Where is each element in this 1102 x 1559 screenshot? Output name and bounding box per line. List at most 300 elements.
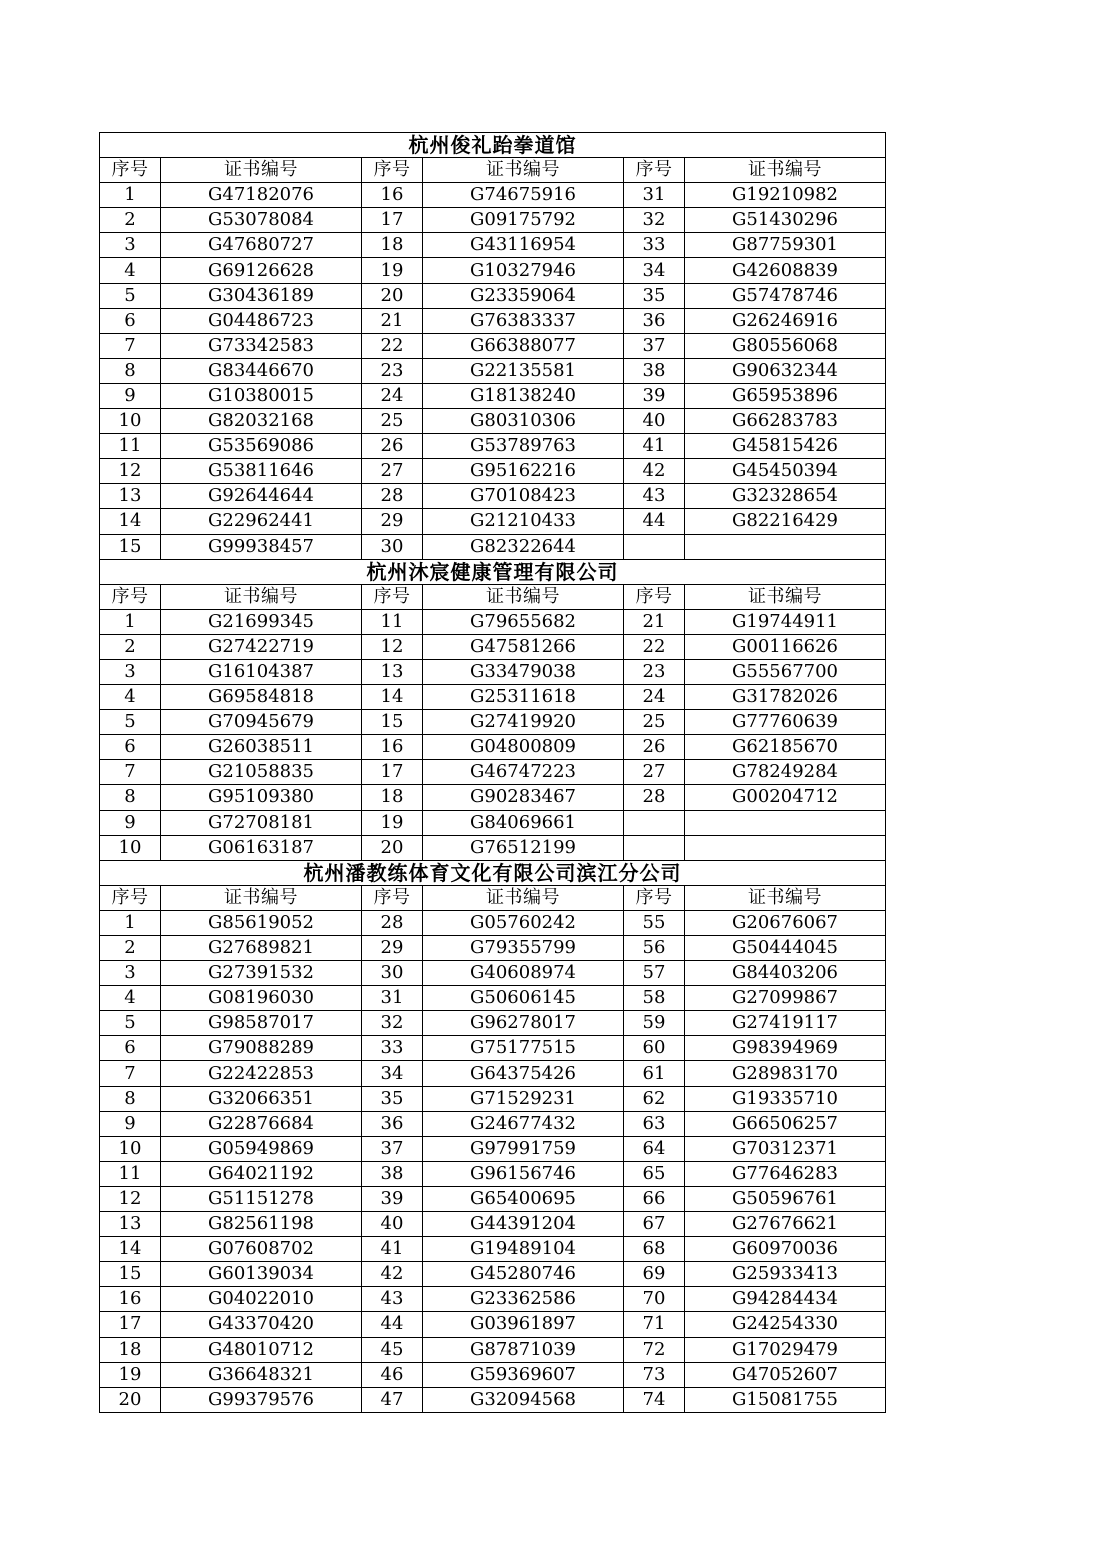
- seq-cell: 28: [624, 785, 685, 810]
- seq-cell: 73: [624, 1362, 685, 1387]
- seq-cell: 9: [100, 383, 161, 408]
- table-row: [100, 183, 886, 208]
- seq-cell: 19: [362, 810, 423, 835]
- cert-cell: G33479038: [423, 659, 624, 684]
- cert-cell: G00116626: [685, 634, 886, 659]
- cert-cell: G82032168: [161, 409, 362, 434]
- seq-cell: 43: [362, 1287, 423, 1312]
- cert-cell: G71529231: [423, 1086, 624, 1111]
- seq-cell: 55: [624, 910, 685, 935]
- section-title: 杭州潘教练体育文化有限公司滨江分公司: [100, 860, 886, 885]
- table-row: [100, 1387, 886, 1412]
- seq-cell: 32: [624, 208, 685, 233]
- table-row: [100, 785, 886, 810]
- seq-cell: 64: [624, 1136, 685, 1161]
- cert-cell: G24677432: [423, 1111, 624, 1136]
- cert-cell: G51151278: [161, 1186, 362, 1211]
- header-row: [100, 158, 886, 183]
- cert-cell: G26038511: [161, 735, 362, 760]
- cert-cell: G25311618: [423, 685, 624, 710]
- seq-cell: 1: [100, 910, 161, 935]
- table-row: [100, 810, 886, 835]
- cert-cell: G60139034: [161, 1262, 362, 1287]
- cert-cell: G27099867: [685, 986, 886, 1011]
- seq-cell: 40: [362, 1212, 423, 1237]
- seq-cell: 8: [100, 785, 161, 810]
- seq-cell: 2: [100, 208, 161, 233]
- cert-cell: G28983170: [685, 1061, 886, 1086]
- cert-cell: G30436189: [161, 283, 362, 308]
- seq-cell: 10: [100, 409, 161, 434]
- seq-cell: 2: [100, 936, 161, 961]
- seq-cell: 69: [624, 1262, 685, 1287]
- cert-cell: G97991759: [423, 1136, 624, 1161]
- header-cert: 证书编号: [685, 158, 886, 183]
- seq-cell: 40: [624, 409, 685, 434]
- cert-cell: G64375426: [423, 1061, 624, 1086]
- cert-cell: G65953896: [685, 383, 886, 408]
- seq-cell: [624, 835, 685, 860]
- cert-cell: G20676067: [685, 910, 886, 935]
- cert-cell: G32328654: [685, 484, 886, 509]
- table-row: [100, 509, 886, 534]
- seq-cell: 30: [362, 961, 423, 986]
- cert-cell: G70312371: [685, 1136, 886, 1161]
- seq-cell: 41: [624, 434, 685, 459]
- seq-cell: 6: [100, 1036, 161, 1061]
- section-title: 杭州俊礼跆拳道馆: [100, 133, 886, 158]
- seq-cell: 17: [362, 760, 423, 785]
- cert-cell: G44391204: [423, 1212, 624, 1237]
- seq-cell: 15: [362, 710, 423, 735]
- seq-cell: 16: [362, 183, 423, 208]
- cert-cell: G22135581: [423, 358, 624, 383]
- seq-cell: 3: [100, 659, 161, 684]
- cert-cell: G17029479: [685, 1337, 886, 1362]
- cert-cell: G83446670: [161, 358, 362, 383]
- cert-cell: G53811646: [161, 459, 362, 484]
- seq-cell: 22: [624, 634, 685, 659]
- seq-cell: 11: [100, 1161, 161, 1186]
- cert-cell: G50596761: [685, 1186, 886, 1211]
- cert-cell: G87871039: [423, 1337, 624, 1362]
- cert-cell: G15081755: [685, 1387, 886, 1412]
- seq-cell: 28: [362, 910, 423, 935]
- cert-cell: G75177515: [423, 1036, 624, 1061]
- table-row: [100, 258, 886, 283]
- header-cert: 证书编号: [685, 584, 886, 609]
- seq-cell: 2: [100, 634, 161, 659]
- section-title-row: [100, 860, 886, 885]
- cert-cell: G25933413: [685, 1262, 886, 1287]
- cert-cell: G45815426: [685, 434, 886, 459]
- table-row: [100, 710, 886, 735]
- cert-cell: G03961897: [423, 1312, 624, 1337]
- header-cert: 证书编号: [685, 885, 886, 910]
- cert-cell: G19335710: [685, 1086, 886, 1111]
- cert-cell: G26246916: [685, 308, 886, 333]
- cert-cell: G80310306: [423, 409, 624, 434]
- cert-cell: G87759301: [685, 233, 886, 258]
- seq-cell: 16: [100, 1287, 161, 1312]
- table-row: [100, 1337, 886, 1362]
- seq-cell: 1: [100, 609, 161, 634]
- cert-cell: G66283783: [685, 409, 886, 434]
- seq-cell: 71: [624, 1312, 685, 1337]
- seq-cell: 60: [624, 1036, 685, 1061]
- seq-cell: 38: [624, 358, 685, 383]
- cert-cell: G66388077: [423, 333, 624, 358]
- seq-cell: 4: [100, 685, 161, 710]
- seq-cell: 35: [362, 1086, 423, 1111]
- table-row: [100, 233, 886, 258]
- seq-cell: 16: [362, 735, 423, 760]
- table-row: [100, 1362, 886, 1387]
- cert-cell: G47052607: [685, 1362, 886, 1387]
- cert-cell: G73342583: [161, 333, 362, 358]
- cert-cell: G22876684: [161, 1111, 362, 1136]
- cert-cell: G27689821: [161, 936, 362, 961]
- cert-cell: [685, 810, 886, 835]
- table-row: [100, 961, 886, 986]
- seq-cell: 10: [100, 1136, 161, 1161]
- seq-cell: 31: [624, 183, 685, 208]
- cert-cell: G42608839: [685, 258, 886, 283]
- seq-cell: 26: [362, 434, 423, 459]
- cert-cell: G79355799: [423, 936, 624, 961]
- table-row: [100, 308, 886, 333]
- certificate-table: [99, 132, 886, 1413]
- seq-cell: 26: [624, 735, 685, 760]
- header-row: [100, 885, 886, 910]
- seq-cell: 42: [362, 1262, 423, 1287]
- cert-cell: G48010712: [161, 1337, 362, 1362]
- seq-cell: 19: [362, 258, 423, 283]
- seq-cell: 30: [362, 534, 423, 559]
- header-cert: 证书编号: [161, 158, 362, 183]
- cert-cell: G84403206: [685, 961, 886, 986]
- cert-cell: G53078084: [161, 208, 362, 233]
- seq-cell: 21: [624, 609, 685, 634]
- table-row: [100, 459, 886, 484]
- seq-cell: 39: [362, 1186, 423, 1211]
- cert-cell: G53569086: [161, 434, 362, 459]
- cert-cell: G21210433: [423, 509, 624, 534]
- cert-cell: G47680727: [161, 233, 362, 258]
- seq-cell: 23: [362, 358, 423, 383]
- seq-cell: 57: [624, 961, 685, 986]
- seq-cell: 18: [362, 233, 423, 258]
- seq-cell: 4: [100, 986, 161, 1011]
- header-cert: 证书编号: [161, 584, 362, 609]
- cert-cell: G24254330: [685, 1312, 886, 1337]
- cert-cell: G21699345: [161, 609, 362, 634]
- seq-cell: 5: [100, 283, 161, 308]
- seq-cell: 38: [362, 1161, 423, 1186]
- seq-cell: 24: [624, 685, 685, 710]
- cert-cell: G46747223: [423, 760, 624, 785]
- seq-cell: 41: [362, 1237, 423, 1262]
- table-row: [100, 1186, 886, 1211]
- cert-cell: G96278017: [423, 1011, 624, 1036]
- cert-cell: G82216429: [685, 509, 886, 534]
- seq-cell: 20: [362, 835, 423, 860]
- table-row: [100, 735, 886, 760]
- seq-cell: 31: [362, 986, 423, 1011]
- seq-cell: 1: [100, 183, 161, 208]
- seq-cell: 42: [624, 459, 685, 484]
- cert-cell: G69584818: [161, 685, 362, 710]
- header-seq: 序号: [100, 885, 161, 910]
- table-row: [100, 484, 886, 509]
- header-cert: 证书编号: [423, 584, 624, 609]
- seq-cell: 43: [624, 484, 685, 509]
- seq-cell: 9: [100, 1111, 161, 1136]
- cert-cell: G59369607: [423, 1362, 624, 1387]
- seq-cell: 21: [362, 308, 423, 333]
- cert-cell: G45280746: [423, 1262, 624, 1287]
- table-row: [100, 534, 886, 559]
- cert-cell: G22962441: [161, 509, 362, 534]
- cert-cell: G95162216: [423, 459, 624, 484]
- seq-cell: 44: [624, 509, 685, 534]
- seq-cell: 44: [362, 1312, 423, 1337]
- seq-cell: 47: [362, 1387, 423, 1412]
- cert-cell: G27419117: [685, 1011, 886, 1036]
- seq-cell: 12: [100, 459, 161, 484]
- cert-cell: G10327946: [423, 258, 624, 283]
- table-row: [100, 409, 886, 434]
- seq-cell: 3: [100, 961, 161, 986]
- seq-cell: 27: [362, 459, 423, 484]
- section-title-row: [100, 559, 886, 584]
- seq-cell: 18: [362, 785, 423, 810]
- cert-cell: G57478746: [685, 283, 886, 308]
- table-row: [100, 1086, 886, 1111]
- header-seq: 序号: [362, 584, 423, 609]
- seq-cell: 15: [100, 534, 161, 559]
- seq-cell: 8: [100, 358, 161, 383]
- cert-cell: G51430296: [685, 208, 886, 233]
- cert-cell: G78249284: [685, 760, 886, 785]
- cert-cell: G77760639: [685, 710, 886, 735]
- table-row: [100, 333, 886, 358]
- table-row: [100, 936, 886, 961]
- seq-cell: 34: [624, 258, 685, 283]
- seq-cell: 24: [362, 383, 423, 408]
- cert-cell: G72708181: [161, 810, 362, 835]
- seq-cell: 45: [362, 1337, 423, 1362]
- cert-cell: G84069661: [423, 810, 624, 835]
- seq-cell: 17: [362, 208, 423, 233]
- seq-cell: 17: [100, 1312, 161, 1337]
- cert-cell: G00204712: [685, 785, 886, 810]
- cert-cell: G76383337: [423, 308, 624, 333]
- cert-cell: G05949869: [161, 1136, 362, 1161]
- cert-cell: G85619052: [161, 910, 362, 935]
- seq-cell: 11: [362, 609, 423, 634]
- seq-cell: 33: [362, 1036, 423, 1061]
- seq-cell: 22: [362, 333, 423, 358]
- header-cert: 证书编号: [423, 885, 624, 910]
- seq-cell: 14: [100, 1237, 161, 1262]
- table-row: [100, 1287, 886, 1312]
- cert-cell: G43370420: [161, 1312, 362, 1337]
- cert-cell: G77646283: [685, 1161, 886, 1186]
- seq-cell: 20: [100, 1387, 161, 1412]
- table-row: [100, 358, 886, 383]
- cert-cell: G80556068: [685, 333, 886, 358]
- table-row: [100, 1237, 886, 1262]
- seq-cell: 19: [100, 1362, 161, 1387]
- seq-cell: 14: [362, 685, 423, 710]
- cert-cell: G60970036: [685, 1237, 886, 1262]
- table-row: [100, 685, 886, 710]
- seq-cell: 33: [624, 233, 685, 258]
- cert-cell: G62185670: [685, 735, 886, 760]
- cert-cell: G06163187: [161, 835, 362, 860]
- table-row: [100, 283, 886, 308]
- header-cert: 证书编号: [161, 885, 362, 910]
- cert-cell: G19489104: [423, 1237, 624, 1262]
- header-seq: 序号: [100, 158, 161, 183]
- header-seq: 序号: [100, 584, 161, 609]
- cert-cell: G45450394: [685, 459, 886, 484]
- header-seq: 序号: [362, 158, 423, 183]
- seq-cell: 7: [100, 333, 161, 358]
- cert-cell: G19744911: [685, 609, 886, 634]
- table-row: [100, 835, 886, 860]
- cert-cell: G47581266: [423, 634, 624, 659]
- cert-cell: G04800809: [423, 735, 624, 760]
- cert-cell: [685, 835, 886, 860]
- seq-cell: [624, 534, 685, 559]
- cert-cell: G50444045: [685, 936, 886, 961]
- cert-cell: G09175792: [423, 208, 624, 233]
- seq-cell: 5: [100, 1011, 161, 1036]
- cert-cell: G82322644: [423, 534, 624, 559]
- cert-cell: G90632344: [685, 358, 886, 383]
- seq-cell: 46: [362, 1362, 423, 1387]
- seq-cell: 70: [624, 1287, 685, 1312]
- table-row: [100, 1036, 886, 1061]
- cert-cell: G98394969: [685, 1036, 886, 1061]
- seq-cell: 56: [624, 936, 685, 961]
- seq-cell: 13: [100, 484, 161, 509]
- cert-cell: G08196030: [161, 986, 362, 1011]
- seq-cell: 7: [100, 1061, 161, 1086]
- cert-cell: G76512199: [423, 835, 624, 860]
- cert-cell: G98587017: [161, 1011, 362, 1036]
- header-row: [100, 584, 886, 609]
- seq-cell: 29: [362, 936, 423, 961]
- table-row: [100, 434, 886, 459]
- cert-cell: G19210982: [685, 183, 886, 208]
- section-title-row: [100, 133, 886, 158]
- seq-cell: 6: [100, 308, 161, 333]
- table-row: [100, 1161, 886, 1186]
- seq-cell: 62: [624, 1086, 685, 1111]
- seq-cell: 74: [624, 1387, 685, 1412]
- seq-cell: 13: [100, 1212, 161, 1237]
- table-row: [100, 1262, 886, 1287]
- cert-cell: G90283467: [423, 785, 624, 810]
- seq-cell: 36: [624, 308, 685, 333]
- table-row: [100, 1011, 886, 1036]
- seq-cell: 66: [624, 1186, 685, 1211]
- seq-cell: 12: [362, 634, 423, 659]
- seq-cell: 14: [100, 509, 161, 534]
- cert-cell: G74675916: [423, 183, 624, 208]
- seq-cell: 25: [624, 710, 685, 735]
- seq-cell: 37: [362, 1136, 423, 1161]
- cert-cell: G47182076: [161, 183, 362, 208]
- seq-cell: 34: [362, 1061, 423, 1086]
- cert-cell: G23362586: [423, 1287, 624, 1312]
- seq-cell: 9: [100, 810, 161, 835]
- seq-cell: 23: [624, 659, 685, 684]
- cert-cell: G05760242: [423, 910, 624, 935]
- cert-cell: G69126628: [161, 258, 362, 283]
- cert-cell: G22422853: [161, 1061, 362, 1086]
- seq-cell: 28: [362, 484, 423, 509]
- seq-cell: 10: [100, 835, 161, 860]
- table-row: [100, 1061, 886, 1086]
- seq-cell: 8: [100, 1086, 161, 1111]
- cert-cell: G27676621: [685, 1212, 886, 1237]
- header-seq: 序号: [624, 584, 685, 609]
- table-row: [100, 208, 886, 233]
- table-row: [100, 1111, 886, 1136]
- section-title: 杭州沐宸健康管理有限公司: [100, 559, 886, 584]
- cert-cell: G55567700: [685, 659, 886, 684]
- seq-cell: 29: [362, 509, 423, 534]
- seq-cell: 63: [624, 1111, 685, 1136]
- cert-cell: G23359064: [423, 283, 624, 308]
- seq-cell: 5: [100, 710, 161, 735]
- seq-cell: 35: [624, 283, 685, 308]
- seq-cell: 6: [100, 735, 161, 760]
- seq-cell: 36: [362, 1111, 423, 1136]
- seq-cell: [624, 810, 685, 835]
- cert-cell: G70108423: [423, 484, 624, 509]
- seq-cell: 11: [100, 434, 161, 459]
- table-row: [100, 609, 886, 634]
- table-row: [100, 986, 886, 1011]
- seq-cell: 4: [100, 258, 161, 283]
- seq-cell: 20: [362, 283, 423, 308]
- cert-cell: G79655682: [423, 609, 624, 634]
- cert-cell: G10380015: [161, 383, 362, 408]
- cert-cell: G64021192: [161, 1161, 362, 1186]
- table-row: [100, 634, 886, 659]
- header-cert: 证书编号: [423, 158, 624, 183]
- seq-cell: 25: [362, 409, 423, 434]
- cert-cell: G32066351: [161, 1086, 362, 1111]
- seq-cell: 59: [624, 1011, 685, 1036]
- seq-cell: 12: [100, 1186, 161, 1211]
- cert-cell: G16104387: [161, 659, 362, 684]
- seq-cell: 37: [624, 333, 685, 358]
- table-row: [100, 383, 886, 408]
- header-seq: 序号: [624, 158, 685, 183]
- cert-cell: G04486723: [161, 308, 362, 333]
- seq-cell: 7: [100, 760, 161, 785]
- cert-cell: G31782026: [685, 685, 886, 710]
- table-row: [100, 760, 886, 785]
- cert-cell: G66506257: [685, 1111, 886, 1136]
- cert-cell: G36648321: [161, 1362, 362, 1387]
